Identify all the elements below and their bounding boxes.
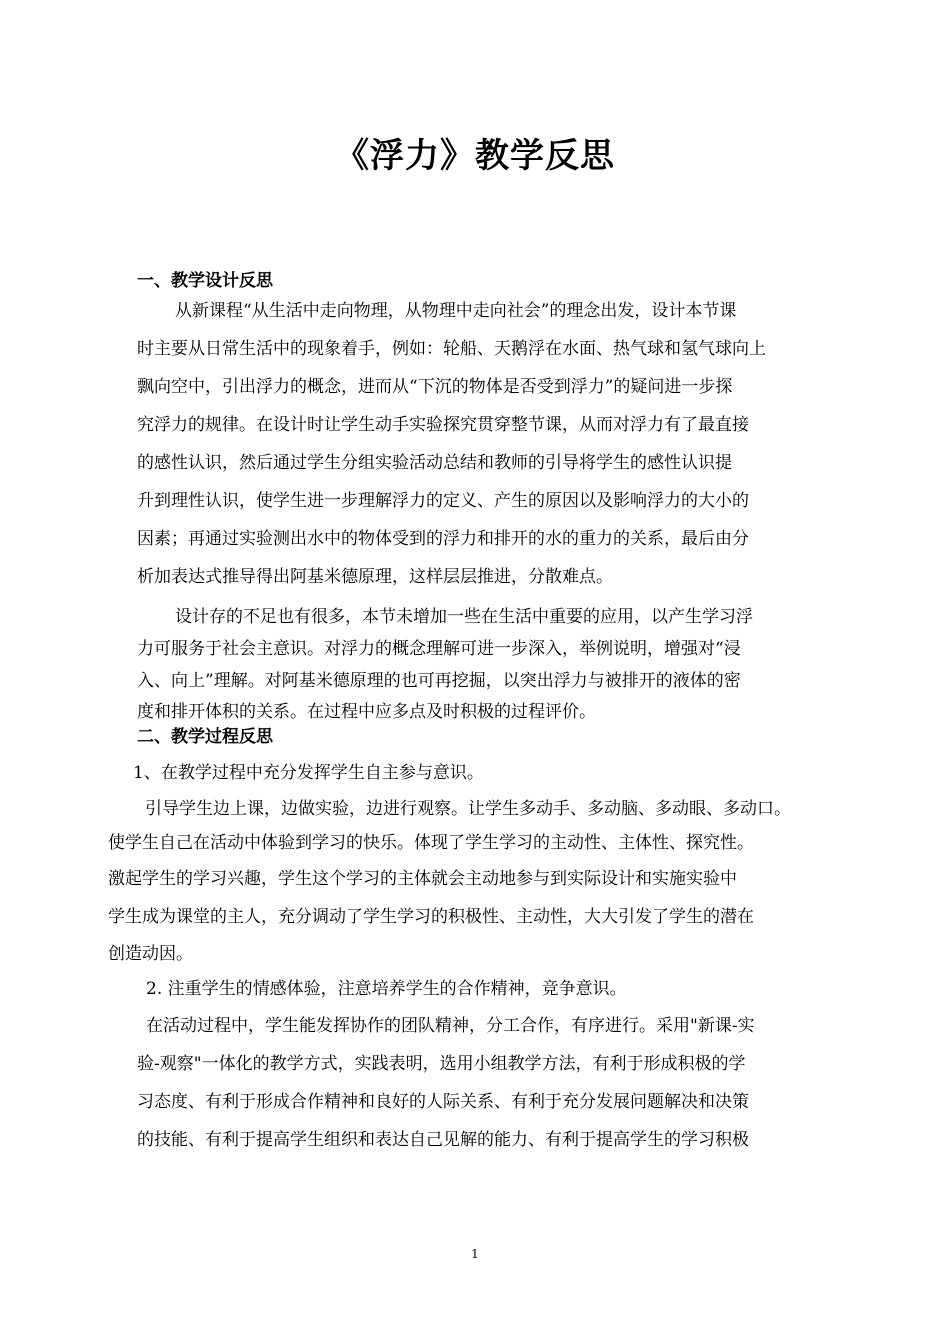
text-line: 设计存的不足也有很多，本节未增加一些在生活中重要的应用，以产生学习浮 [175,607,753,627]
text-line: 力可服务于社会主意识。对浮力的概念理解可进一步深入，举例说明，增强对“浸 [137,639,741,659]
section-heading-process: 二、教学过程反思 [137,727,273,747]
text-line: 的技能、有利于提高学生组织和表达自己见解的能力、有利于提高学生的学习积极 [137,1130,749,1150]
text-line: 时主要从日常生活中的现象着手，例如：轮船、天鹅浮在水面、热气球和氢气球向上 [137,339,766,359]
text-line: 引导学生边上课，边做实验，边进行观察。让学生多动手、多动脑、多动眼、多动口。 [145,799,791,819]
text-line: 激起学生的学习兴趣，学生这个学习的主体就会主动地参与到实际设计和实施实验中 [108,869,737,889]
text-line: 究浮力的规律。在设计时让学生动手实验探究贯穿整节课，从而对浮力有了最直接 [137,415,749,435]
text-line: 习态度、有利于形成合作精神和良好的人际关系、有利于充分发展问题解决和决策 [137,1092,749,1112]
list-item-1: 1、在教学过程中充分发挥学生自主参与意识。 [133,763,484,783]
section-heading-design: 一、教学设计反思 [137,271,273,291]
text-line: 从新课程“从生活中走向物理，从物理中走向社会”的理念出发，设计本节课 [175,301,737,321]
page-number: 1 [471,1247,479,1261]
text-line: 验-观察"一体化的教学方式，实践表明，选用小组教学方法，有利于形成积极的学 [137,1054,746,1074]
text-line: 创造动因。 [108,944,193,964]
text-line: 在活动过程中，学生能发挥协作的团队精神，分工合作，有序进行。采用"新课-实 [146,1016,755,1036]
text-line: 析加表达式推导得出阿基米德原理，这样层层推进，分散难点。 [137,567,613,587]
page-title: 《浮力》教学反思 [335,136,615,176]
text-line: 升到理性认识，使学生进一步理解浮力的定义、产生的原因以及影响浮力的大小的 [137,491,749,511]
text-line: 入、向上”理解。对阿基米德原理的也可再挖掘，以突出浮力与被排开的液体的密 [137,671,741,691]
text-line: 因素；再通过实验测出水中的物体受到的浮力和排开的水的重力的关系，最后由分 [137,529,749,549]
text-line: 学生成为课堂的主人，充分调动了学生学习的积极性、主动性，大大引发了学生的潜在 [108,907,754,927]
text-line: 的感性认识，然后通过学生分组实验活动总结和教师的引导将学生的感性认识提 [137,453,732,473]
text-line: 飘向空中，引出浮力的概念，进而从“下沉的物体是否受到浮力”的疑问进一步探 [137,377,733,397]
text-line: 度和排开体积的关系。在过程中应多点及时积极的过程评价。 [137,702,596,722]
list-item-2: 2. 注重学生的情感体验，注意培养学生的合作精神，竞争意识。 [146,979,627,999]
text-line: 使学生自己在活动中体验到学习的快乐。体现了学生学习的主动性、主体性、探究性。 [108,833,754,853]
